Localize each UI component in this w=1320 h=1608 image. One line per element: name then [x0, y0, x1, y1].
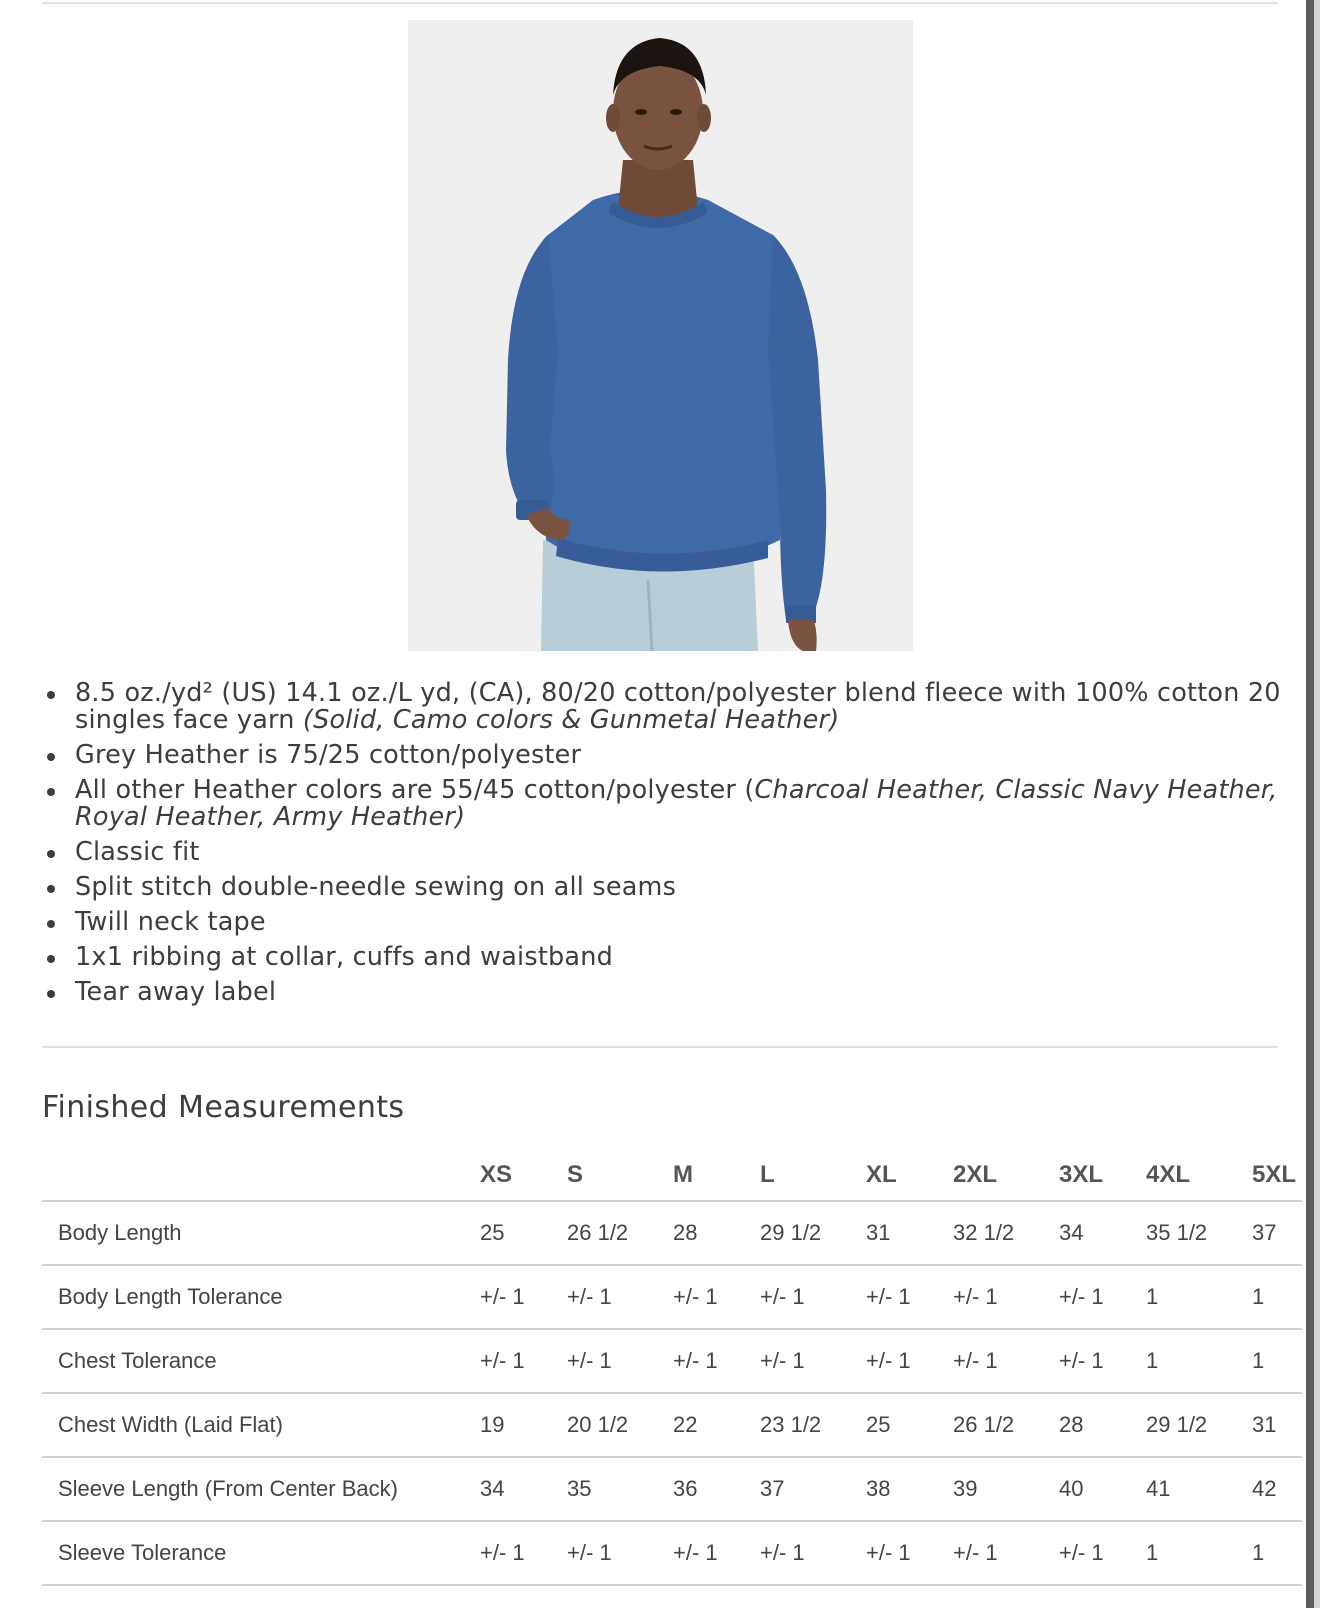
- table-row: [42, 1457, 1302, 1521]
- table-cell: +/- 1: [866, 1265, 953, 1329]
- feature-item: [42, 979, 1282, 1006]
- table-cell: +/- 1: [567, 1329, 673, 1393]
- feature-text: Split stitch double-needle sewing on all seams: [75, 872, 677, 902]
- size-header-row: [42, 1150, 1302, 1201]
- table-cell: 39: [953, 1457, 1059, 1521]
- feature-text: Tear away label: [75, 977, 277, 1007]
- feature-text: 1x1 ribbing at collar, cuffs and waistband: [75, 942, 613, 972]
- row-label: Body Length: [42, 1201, 480, 1265]
- table-row: [42, 1265, 1302, 1329]
- table-cell: 29 1/2: [1146, 1393, 1252, 1457]
- product-photo: [408, 20, 913, 651]
- feature-text: All other Heather colors are 55/45 cotton/polyester (: [75, 775, 755, 805]
- table-cell: +/- 1: [480, 1521, 567, 1585]
- size-header: L: [760, 1150, 866, 1201]
- row-label: Sleeve Tolerance: [42, 1521, 480, 1585]
- table-cell: +/- 1: [480, 1329, 567, 1393]
- table-cell: 1: [1146, 1329, 1252, 1393]
- table-cell: +/- 1: [480, 1265, 567, 1329]
- table-cell: 1: [1252, 1329, 1302, 1393]
- table-cell: 34: [480, 1457, 567, 1521]
- feature-item: [42, 680, 1282, 734]
- measurements-title: Finished Measurements: [42, 1090, 405, 1125]
- table-cell: +/- 1: [673, 1521, 760, 1585]
- feature-text: Twill neck tape: [75, 907, 266, 937]
- table-cell: +/- 1: [673, 1265, 760, 1329]
- table-cell: +/- 1: [760, 1329, 866, 1393]
- size-header: XL: [866, 1150, 953, 1201]
- table-cell: 40: [1059, 1457, 1146, 1521]
- feature-item: [42, 944, 1282, 971]
- table-cell: 37: [760, 1457, 866, 1521]
- table-cell: +/- 1: [673, 1329, 760, 1393]
- table-cell: 34: [1059, 1201, 1146, 1265]
- size-header: 3XL: [1059, 1150, 1146, 1201]
- table-cell: +/- 1: [1059, 1265, 1146, 1329]
- measurements-table: [42, 1150, 1302, 1586]
- table-cell: +/- 1: [953, 1521, 1059, 1585]
- table-cell: 19: [480, 1393, 567, 1457]
- scrollbar-track: [1314, 0, 1320, 1608]
- feature-italic: (Solid, Camo colors & Gunmetal Heather): [302, 705, 840, 735]
- feature-text: 8.5 oz./yd² (US) 14.1 oz./L yd, (CA), 80/20 cotton/polyester blend fleece with 100% cotton 20 singles face yarn: [75, 678, 1281, 735]
- table-cell: 25: [866, 1393, 953, 1457]
- table-cell: 35 1/2: [1146, 1201, 1252, 1265]
- table-row: [42, 1521, 1302, 1585]
- feature-item: [42, 909, 1282, 936]
- table-cell: 26 1/2: [567, 1201, 673, 1265]
- table-cell: 31: [1252, 1393, 1302, 1457]
- table-cell: 32 1/2: [953, 1201, 1059, 1265]
- size-header: XS: [480, 1150, 567, 1201]
- table-cell: 20 1/2: [567, 1393, 673, 1457]
- feature-italic: Charcoal Heather, Classic Navy Heather, Royal Heather, Army Heather): [75, 775, 1278, 832]
- table-cell: +/- 1: [953, 1265, 1059, 1329]
- row-label: Chest Width (Laid Flat): [42, 1393, 480, 1457]
- feature-item: [42, 742, 1282, 769]
- size-header: M: [673, 1150, 760, 1201]
- table-cell: 1: [1146, 1265, 1252, 1329]
- table-row: [42, 1329, 1302, 1393]
- feature-list: [42, 680, 1282, 1014]
- row-label: Body Length Tolerance: [42, 1265, 480, 1329]
- table-cell: 25: [480, 1201, 567, 1265]
- table-cell: +/- 1: [567, 1521, 673, 1585]
- size-header: 4XL: [1146, 1150, 1252, 1201]
- row-label: Chest Tolerance: [42, 1329, 480, 1393]
- table-cell: +/- 1: [866, 1329, 953, 1393]
- table-cell: 23 1/2: [760, 1393, 866, 1457]
- table-cell: 28: [673, 1201, 760, 1265]
- feature-text: Classic fit: [75, 837, 200, 867]
- table-cell: +/- 1: [866, 1521, 953, 1585]
- top-divider: [42, 2, 1278, 4]
- table-cell: 36: [673, 1457, 760, 1521]
- table-cell: 1: [1146, 1521, 1252, 1585]
- table-cell: 29 1/2: [760, 1201, 866, 1265]
- feature-item: [42, 777, 1282, 831]
- table-cell: 1: [1252, 1521, 1302, 1585]
- header-blank: [42, 1150, 480, 1201]
- table-cell: +/- 1: [1059, 1329, 1146, 1393]
- table-cell: 22: [673, 1393, 760, 1457]
- table-cell: 38: [866, 1457, 953, 1521]
- table-cell: 37: [1252, 1201, 1302, 1265]
- size-header: 2XL: [953, 1150, 1059, 1201]
- size-header: 5XL: [1252, 1150, 1302, 1201]
- table-cell: 26 1/2: [953, 1393, 1059, 1457]
- size-header: S: [567, 1150, 673, 1201]
- table-cell: 41: [1146, 1457, 1252, 1521]
- table-cell: +/- 1: [567, 1265, 673, 1329]
- table-cell: 28: [1059, 1393, 1146, 1457]
- table-cell: 42: [1252, 1457, 1302, 1521]
- model-wearing-sweatshirt-icon: [408, 20, 913, 651]
- table-row: [42, 1393, 1302, 1457]
- feature-text: Grey Heather is 75/25 cotton/polyester: [75, 740, 582, 770]
- section-divider: [42, 1046, 1278, 1048]
- table-cell: 35: [567, 1457, 673, 1521]
- table-cell: +/- 1: [760, 1521, 866, 1585]
- scrollbar-thumb[interactable]: [1306, 0, 1314, 1608]
- feature-item: [42, 839, 1282, 866]
- table-cell: +/- 1: [953, 1329, 1059, 1393]
- table-cell: 31: [866, 1201, 953, 1265]
- feature-item: [42, 874, 1282, 901]
- row-label: Sleeve Length (From Center Back): [42, 1457, 480, 1521]
- table-cell: +/- 1: [1059, 1521, 1146, 1585]
- table-row: [42, 1201, 1302, 1265]
- table-cell: +/- 1: [760, 1265, 866, 1329]
- table-cell: 1: [1252, 1265, 1302, 1329]
